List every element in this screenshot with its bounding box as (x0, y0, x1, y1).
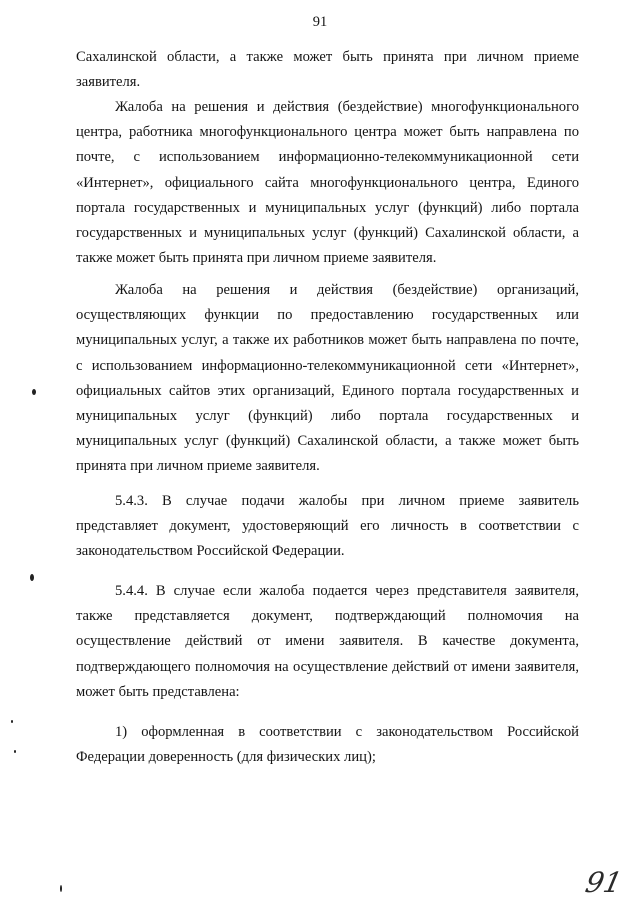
paragraph-organizations-complaint: Жалоба на решения и действия (бездействие) организаций, осуществляющих функции по предоставлению государственных или муниципальных услуг, а также их работников может быть направлена по почте, с использованием информационно-телекоммуникационной сети «Интернет», официальных сайтов этих организаций, Единого портала государственных и муниципальных услуг (функций) либо портала государственных и муниципальных услуг (функций) Сахалинской области, а также может быть принята при личном приеме заявителя. (76, 282, 579, 475)
paragraph-continuation: Сахалинской области, а также может быть принята при личном приеме заявителя. (76, 49, 579, 91)
scan-speck (30, 574, 34, 581)
handwritten-page-number: 91 (582, 866, 626, 899)
paragraph-5-4-3: 5.4.3. В случае подачи жалобы при личном приеме заявитель представляет документ, удостоверяющий его личность в соответствии с законодательством Российской Федерации. (76, 493, 579, 560)
paragraph-5-4-4: 5.4.4. В случае если жалоба подается через представителя заявителя, также представляется документ, подтверждающий полномочия на осуществление действий от имени заявителя. В качестве документа, подтверждающего полномочия на осуществление действий от имени заявителя, может быть представлена: (76, 583, 579, 700)
scan-speck (14, 750, 16, 753)
page-number: 91 (312, 14, 328, 30)
scan-speck (32, 389, 36, 395)
scan-speck (11, 720, 13, 723)
scan-speck (60, 885, 62, 892)
paragraph-mfc-complaint: Жалоба на решения и действия (бездействие) многофункционального центра, работника многофункционального центра может быть направлена по почте, с использованием информационно-телекоммуникационной сети «Интернет», официального сайта многофункционального центра, Единого портала государственных и муниципальных услуг (функций) либо портала государственных и муниципальных услуг (функций) Сахалинской области, а также может быть принята при личном приеме заявителя. (76, 99, 579, 267)
paragraph-list-item-1: 1) оформленная в соответствии с законодательством Российской Федерации доверенность (для физических лиц); (76, 724, 579, 766)
